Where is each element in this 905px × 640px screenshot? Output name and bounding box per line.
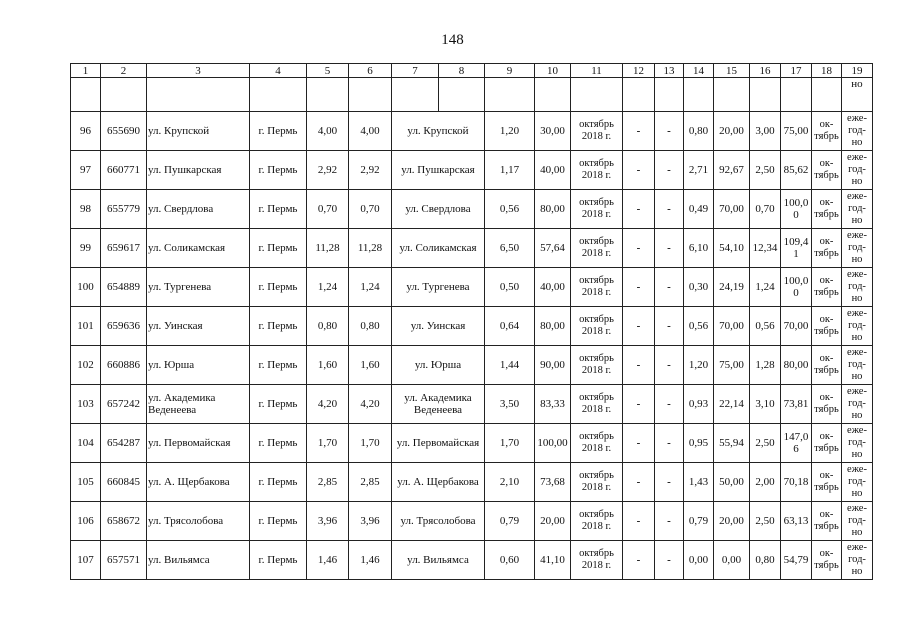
cell-c5: 11,28 <box>307 229 349 268</box>
column-header: 10 <box>535 64 571 78</box>
cell-c14: 0,30 <box>684 268 714 307</box>
cell-c78: ул. Свердлова <box>392 190 485 229</box>
cell-c18: ок-тябрь <box>812 463 842 502</box>
cell-c19: еже-год-но <box>842 268 873 307</box>
cell-n: 104 <box>71 424 101 463</box>
cell-code: 659636 <box>101 307 147 346</box>
cell-c14: 0,80 <box>684 112 714 151</box>
cell-c5: 0,70 <box>307 190 349 229</box>
cell-c19: еже-год-но <box>842 385 873 424</box>
cell-city: г. Пермь <box>250 229 307 268</box>
cell-c19: еже-год-но <box>842 463 873 502</box>
column-header: 15 <box>714 64 750 78</box>
cell-c13: - <box>655 112 684 151</box>
cell-c17: 63,13 <box>781 502 812 541</box>
data-table <box>70 63 873 580</box>
cell-c11: октябрь 2018 г. <box>571 268 623 307</box>
cell-n: 98 <box>71 190 101 229</box>
cell-c9: 2,10 <box>485 463 535 502</box>
table-row <box>71 190 873 229</box>
cell-street: ул. Крупской <box>147 112 250 151</box>
cell-c12: - <box>623 541 655 580</box>
cell-c17: 75,00 <box>781 112 812 151</box>
cell-c11: октябрь 2018 г. <box>571 385 623 424</box>
cell-c18: ок-тябрь <box>812 307 842 346</box>
table-row <box>71 229 873 268</box>
cell-c9: 0,56 <box>485 190 535 229</box>
column-header: 12 <box>623 64 655 78</box>
cell-c12: - <box>623 112 655 151</box>
cell-c14: 0,95 <box>684 424 714 463</box>
cell-c11: октябрь 2018 г. <box>571 346 623 385</box>
cell-c5: 4,20 <box>307 385 349 424</box>
cell-c18: ок-тябрь <box>812 502 842 541</box>
cell-code: 660845 <box>101 463 147 502</box>
cell-c78: ул. Вильямса <box>392 541 485 580</box>
cell-c19: еже-год-но <box>842 229 873 268</box>
cell-code: 654889 <box>101 268 147 307</box>
cell-n: 102 <box>71 346 101 385</box>
cell-c16: 2,50 <box>750 151 781 190</box>
cell-c5: 3,96 <box>307 502 349 541</box>
cell-c17: 109,4 1 <box>781 229 812 268</box>
column-header: 19 <box>842 64 873 78</box>
cell-c10: 20,00 <box>535 502 571 541</box>
cell-c14: 0,93 <box>684 385 714 424</box>
column-header: 18 <box>812 64 842 78</box>
cell-code: 655690 <box>101 112 147 151</box>
table-row <box>71 424 873 463</box>
cell-c78: ул. Тургенева <box>392 268 485 307</box>
cell-c12: - <box>623 307 655 346</box>
cell-c13: - <box>655 463 684 502</box>
table-row <box>71 346 873 385</box>
cell-c6: 4,00 <box>349 112 392 151</box>
cell-c12: - <box>623 346 655 385</box>
cell-c5: 1,70 <box>307 424 349 463</box>
cell-c19: еже-год-но <box>842 346 873 385</box>
cell-c17: 54,79 <box>781 541 812 580</box>
cell-c9: 1,70 <box>485 424 535 463</box>
cell-c13: - <box>655 385 684 424</box>
cell-city: г. Пермь <box>250 151 307 190</box>
table-row <box>71 463 873 502</box>
cell-c10: 73,68 <box>535 463 571 502</box>
cell-c15: 55,94 <box>714 424 750 463</box>
cell-code: 655779 <box>101 190 147 229</box>
cell-c18: ок-тябрь <box>812 268 842 307</box>
column-header: 1 <box>71 64 101 78</box>
cell-street: ул. Юрша <box>147 346 250 385</box>
table-row <box>71 502 873 541</box>
table-row <box>71 385 873 424</box>
cell-c18: ок-тябрь <box>812 346 842 385</box>
cell-c19: еже-год-но <box>842 112 873 151</box>
cell-c13: - <box>655 502 684 541</box>
cell-c14: 0,00 <box>684 541 714 580</box>
cell-c10: 40,00 <box>535 268 571 307</box>
cell-code: 658672 <box>101 502 147 541</box>
cell-city: г. Пермь <box>250 502 307 541</box>
cell-n: 100 <box>71 268 101 307</box>
cell-c12: - <box>623 190 655 229</box>
cell-c14: 6,10 <box>684 229 714 268</box>
cell-c5: 4,00 <box>307 112 349 151</box>
cell-n: 107 <box>71 541 101 580</box>
column-header: 7 <box>392 64 439 78</box>
cell-c78: ул. Уинская <box>392 307 485 346</box>
cell-street: ул. Уинская <box>147 307 250 346</box>
cell-c13: - <box>655 151 684 190</box>
cell-c15: 92,67 <box>714 151 750 190</box>
cell-c18: ок-тябрь <box>812 151 842 190</box>
cell-c78: ул. Соликамская <box>392 229 485 268</box>
cell-c5: 1,46 <box>307 541 349 580</box>
cell-c9: 6,50 <box>485 229 535 268</box>
cell-c9: 0,50 <box>485 268 535 307</box>
cell-c6: 2,92 <box>349 151 392 190</box>
table-row <box>71 112 873 151</box>
cell-c15: 22,14 <box>714 385 750 424</box>
cell-c12: - <box>623 151 655 190</box>
column-header: 4 <box>250 64 307 78</box>
cell-c10: 83,33 <box>535 385 571 424</box>
cell-c9: 0,64 <box>485 307 535 346</box>
cell-city: г. Пермь <box>250 112 307 151</box>
cell-city: г. Пермь <box>250 541 307 580</box>
cell-c13: - <box>655 190 684 229</box>
cell-c16: 0,70 <box>750 190 781 229</box>
cell-c6: 2,85 <box>349 463 392 502</box>
cell-n: 99 <box>71 229 101 268</box>
cell-c78: ул. Юрша <box>392 346 485 385</box>
cell-c10: 90,00 <box>535 346 571 385</box>
column-header: 17 <box>781 64 812 78</box>
cell-c18: ок-тябрь <box>812 424 842 463</box>
cell-n: 103 <box>71 385 101 424</box>
cell-c9: 1,17 <box>485 151 535 190</box>
cell-c19: еже-год-но <box>842 424 873 463</box>
cell-c17: 73,81 <box>781 385 812 424</box>
cell-c18: ок-тябрь <box>812 190 842 229</box>
cell-c6: 1,46 <box>349 541 392 580</box>
cell-c16: 3,10 <box>750 385 781 424</box>
cell-c5: 0,80 <box>307 307 349 346</box>
cell-c17: 147,0 6 <box>781 424 812 463</box>
cell-c12: - <box>623 463 655 502</box>
cell-c16: 1,28 <box>750 346 781 385</box>
cell-c19: еже-год-но <box>842 541 873 580</box>
cell-city: г. Пермь <box>250 190 307 229</box>
cell-c17: 100,0 0 <box>781 268 812 307</box>
cell-c19: еже-год-но <box>842 502 873 541</box>
cell-c78: ул. Крупской <box>392 112 485 151</box>
cell-c16: 2,00 <box>750 463 781 502</box>
cell-code: 657242 <box>101 385 147 424</box>
cell-c78: ул. А. Щербакова <box>392 463 485 502</box>
cell-c9: 0,79 <box>485 502 535 541</box>
cell-code: 660771 <box>101 151 147 190</box>
cell-c14: 1,43 <box>684 463 714 502</box>
cell-city: г. Пермь <box>250 268 307 307</box>
cell-c18: ок-тябрь <box>812 385 842 424</box>
cell-c5: 1,24 <box>307 268 349 307</box>
cell-c11: октябрь 2018 г. <box>571 151 623 190</box>
cell-c16: 1,24 <box>750 268 781 307</box>
cell-c78: ул. Первомайская <box>392 424 485 463</box>
cell-street: ул. Первомайская <box>147 424 250 463</box>
cell-code: 654287 <box>101 424 147 463</box>
cell-c6: 0,80 <box>349 307 392 346</box>
cell-c11: октябрь 2018 г. <box>571 190 623 229</box>
cell-c10: 30,00 <box>535 112 571 151</box>
cell-c6: 1,24 <box>349 268 392 307</box>
cell-c13: - <box>655 229 684 268</box>
cell-c18: ок-тябрь <box>812 112 842 151</box>
cell-c17: 85,62 <box>781 151 812 190</box>
cell-street: ул. Академика Веденеева <box>147 385 250 424</box>
cell-c16: 12,34 <box>750 229 781 268</box>
column-header: 13 <box>655 64 684 78</box>
header-row <box>71 64 873 78</box>
cell-c9: 1,20 <box>485 112 535 151</box>
cell-c10: 80,00 <box>535 307 571 346</box>
cell-c10: 57,64 <box>535 229 571 268</box>
cell-street: ул. Тургенева <box>147 268 250 307</box>
cell-c18: ок-тябрь <box>812 541 842 580</box>
cell-c14: 0,56 <box>684 307 714 346</box>
cell-c6: 0,70 <box>349 190 392 229</box>
column-header: 16 <box>750 64 781 78</box>
cell-c16: 3,00 <box>750 112 781 151</box>
cell-code: 657571 <box>101 541 147 580</box>
cell-city: г. Пермь <box>250 463 307 502</box>
cell-n: 106 <box>71 502 101 541</box>
cell-n: 105 <box>71 463 101 502</box>
cell-c16: 0,56 <box>750 307 781 346</box>
cell-c6: 1,60 <box>349 346 392 385</box>
table-row <box>71 541 873 580</box>
cell-c5: 2,85 <box>307 463 349 502</box>
cell-c14: 2,71 <box>684 151 714 190</box>
cell-c11: октябрь 2018 г. <box>571 502 623 541</box>
cell-c78: ул. Пушкарская <box>392 151 485 190</box>
cell-c17: 70,00 <box>781 307 812 346</box>
cell-street: ул. Вильямса <box>147 541 250 580</box>
cell-c15: 24,19 <box>714 268 750 307</box>
cell-c11: октябрь 2018 г. <box>571 424 623 463</box>
cell-c15: 54,10 <box>714 229 750 268</box>
column-header: 8 <box>439 64 485 78</box>
cell-c10: 80,00 <box>535 190 571 229</box>
cell-c78: ул. Академика Веденеева <box>392 385 485 424</box>
cell-c15: 0,00 <box>714 541 750 580</box>
cell-c12: - <box>623 229 655 268</box>
column-header: 11 <box>571 64 623 78</box>
cell-c14: 0,79 <box>684 502 714 541</box>
cell-c14: 0,49 <box>684 190 714 229</box>
cell-c11: октябрь 2018 г. <box>571 541 623 580</box>
cell-street: ул. Соликамская <box>147 229 250 268</box>
cell-c6: 11,28 <box>349 229 392 268</box>
column-header: 14 <box>684 64 714 78</box>
cell-c15: 75,00 <box>714 346 750 385</box>
cell-c9: 0,60 <box>485 541 535 580</box>
cell-city: г. Пермь <box>250 385 307 424</box>
page-number: 148 <box>441 32 464 48</box>
cell-c13: - <box>655 307 684 346</box>
cell-c12: - <box>623 268 655 307</box>
cell-c11: октябрь 2018 г. <box>571 307 623 346</box>
cell-c13: - <box>655 268 684 307</box>
cell-c78: ул. Трясолобова <box>392 502 485 541</box>
cell-c12: - <box>623 502 655 541</box>
column-header: 3 <box>147 64 250 78</box>
cell-c10: 100,00 <box>535 424 571 463</box>
cell-c11: октябрь 2018 г. <box>571 463 623 502</box>
cell-c19: еже-год-но <box>842 307 873 346</box>
cell-street: ул. Пушкарская <box>147 151 250 190</box>
cell-c14: 1,20 <box>684 346 714 385</box>
cell-c5: 1,60 <box>307 346 349 385</box>
cell-c16: 0,80 <box>750 541 781 580</box>
column-header: 5 <box>307 64 349 78</box>
column-header: 2 <box>101 64 147 78</box>
cell-c12: - <box>623 424 655 463</box>
cell-c10: 40,00 <box>535 151 571 190</box>
cell-c10: 41,10 <box>535 541 571 580</box>
cell-n: 101 <box>71 307 101 346</box>
cell-city: г. Пермь <box>250 424 307 463</box>
table-row <box>71 307 873 346</box>
cell-c19: еже-год-но <box>842 190 873 229</box>
cell-c6: 4,20 <box>349 385 392 424</box>
cell-c15: 20,00 <box>714 502 750 541</box>
cell-c9: 1,44 <box>485 346 535 385</box>
cell-c16: 2,50 <box>750 424 781 463</box>
cell-c13: - <box>655 346 684 385</box>
cell-c13: - <box>655 541 684 580</box>
cell-c13: - <box>655 424 684 463</box>
cell-c18: ок-тябрь <box>812 229 842 268</box>
cell-n: 96 <box>71 112 101 151</box>
carry-over-row <box>71 78 873 112</box>
cell-c15: 70,00 <box>714 307 750 346</box>
cell-c6: 1,70 <box>349 424 392 463</box>
cell-c11: октябрь 2018 г. <box>571 112 623 151</box>
cell-c17: 100,0 0 <box>781 190 812 229</box>
cell-n: 97 <box>71 151 101 190</box>
cell-c12: - <box>623 385 655 424</box>
table-row <box>71 268 873 307</box>
cell-c15: 20,00 <box>714 112 750 151</box>
cell-c15: 70,00 <box>714 190 750 229</box>
cell-street: ул. Свердлова <box>147 190 250 229</box>
carry-over-cell: но <box>842 78 873 112</box>
cell-city: г. Пермь <box>250 346 307 385</box>
column-header: 6 <box>349 64 392 78</box>
cell-c11: октябрь 2018 г. <box>571 229 623 268</box>
cell-c6: 3,96 <box>349 502 392 541</box>
cell-c9: 3,50 <box>485 385 535 424</box>
cell-c19: еже-год-но <box>842 151 873 190</box>
table-row <box>71 151 873 190</box>
cell-code: 659617 <box>101 229 147 268</box>
cell-c5: 2,92 <box>307 151 349 190</box>
column-header: 9 <box>485 64 535 78</box>
cell-c15: 50,00 <box>714 463 750 502</box>
cell-street: ул. Трясолобова <box>147 502 250 541</box>
cell-street: ул. А. Щербакова <box>147 463 250 502</box>
cell-c16: 2,50 <box>750 502 781 541</box>
cell-code: 660886 <box>101 346 147 385</box>
cell-c17: 70,18 <box>781 463 812 502</box>
cell-c17: 80,00 <box>781 346 812 385</box>
cell-city: г. Пермь <box>250 307 307 346</box>
